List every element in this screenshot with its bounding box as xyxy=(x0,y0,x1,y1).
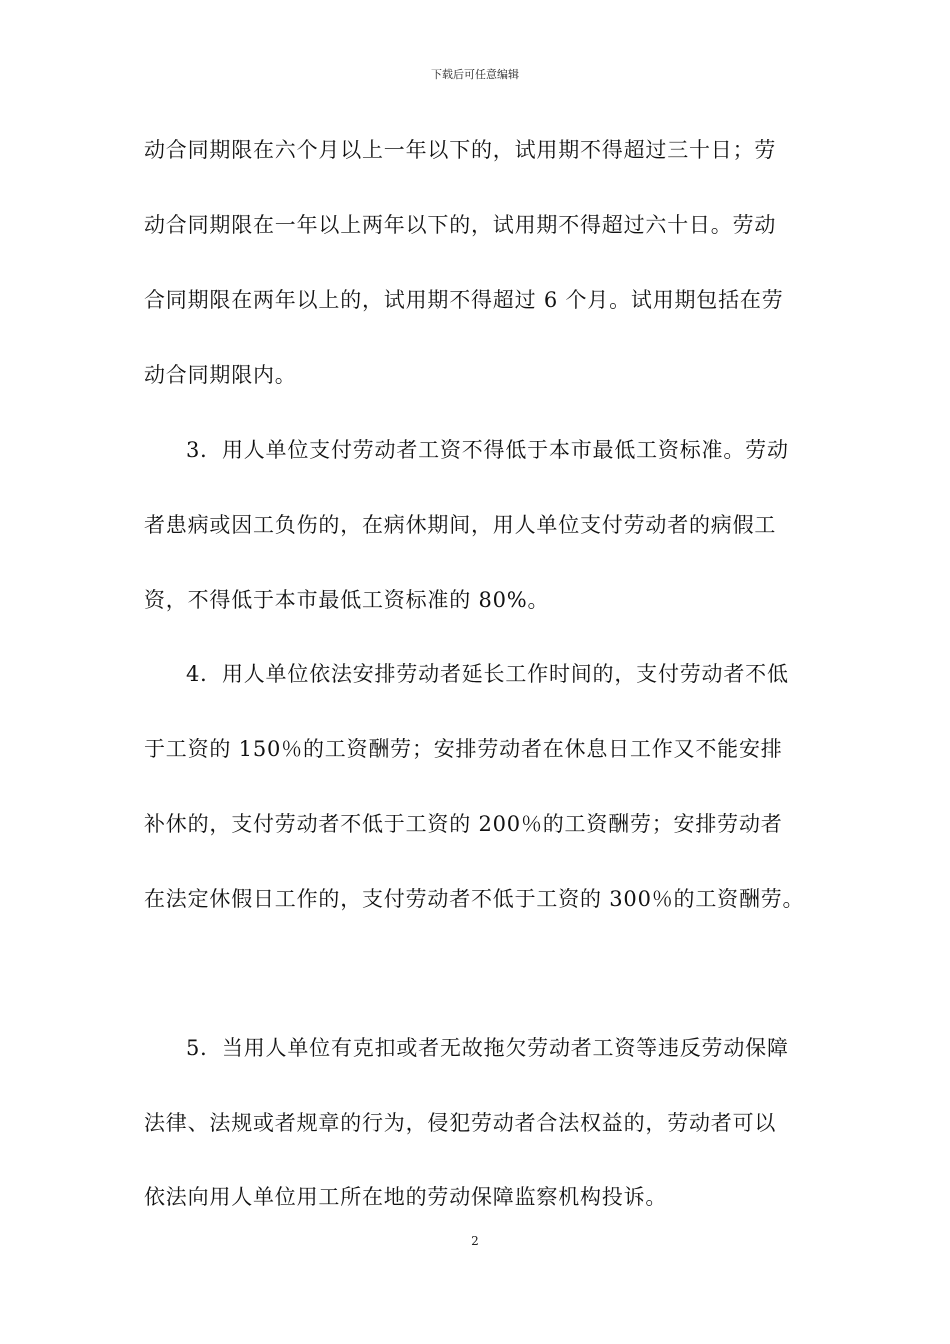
paragraph-5-first-line: 5．当用人单位有克扣或者无故拖欠劳动者工资等违反劳动保障 xyxy=(186,1036,789,1060)
text-line: 法律、法规或者规章的行为，侵犯劳动者合法权益的，劳动者可以 xyxy=(144,1111,777,1135)
text-line: 者患病或因工负伤的，在病休期间，用人单位支付劳动者的病假工 xyxy=(144,513,777,537)
text-line: 于工资的 150％的工资酬劳；安排劳动者在休息日工作又不能安排 xyxy=(144,737,783,761)
text-line: 动合同期限在一年以上两年以下的，试用期不得超过六十日。劳动 xyxy=(144,213,777,237)
text-line: 动合同期限内。 xyxy=(144,363,297,387)
paragraph-3-first-line: 3．用人单位支付劳动者工资不得低于本市最低工资标准。劳动 xyxy=(186,438,789,462)
text-line: 合同期限在两年以上的，试用期不得超过 6 个月。试用期包括在劳 xyxy=(144,288,784,312)
text-line: 依法向用人单位用工所在地的劳动保障监察机构投诉。 xyxy=(144,1185,668,1209)
text-line: 在法定休假日工作的，支付劳动者不低于工资的 300％的工资酬劳。 xyxy=(144,887,805,911)
page-number: 2 xyxy=(471,1234,479,1248)
page-header: 下载后可任意编辑 xyxy=(431,68,519,81)
text-line: 补休的，支付劳动者不低于工资的 200％的工资酬劳；安排劳动者 xyxy=(144,812,783,836)
text-line: 资，不得低于本市最低工资标准的 80%。 xyxy=(144,588,550,612)
paragraph-4-first-line: 4．用人单位依法安排劳动者延长工作时间的，支付劳动者不低 xyxy=(186,662,789,686)
text-line: 动合同期限在六个月以上一年以下的，试用期不得超过三十日；劳 xyxy=(144,138,777,162)
